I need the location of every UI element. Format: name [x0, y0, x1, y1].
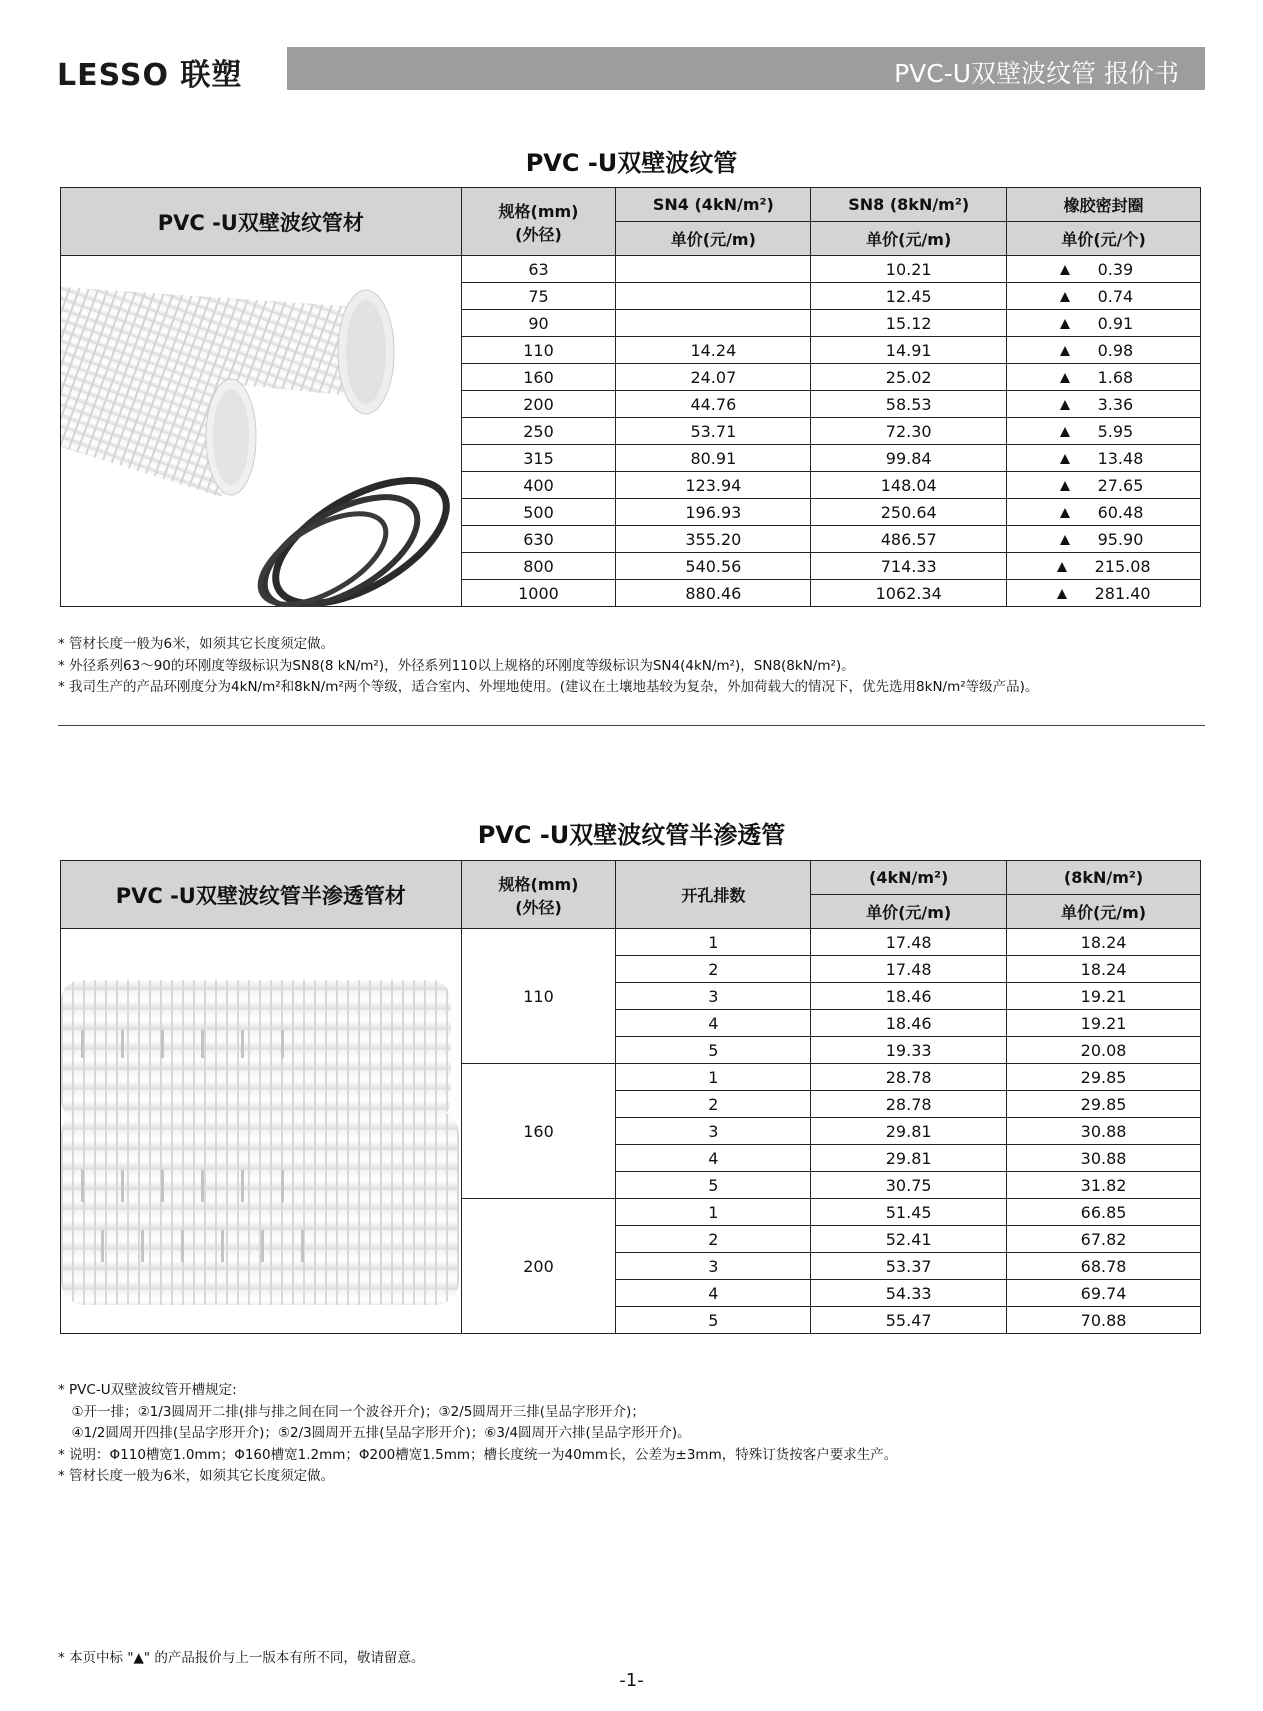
seal-price-cell — [1007, 391, 1201, 418]
seal-price-value: 0.98 — [1097, 340, 1134, 360]
sn4-price-cell — [616, 283, 811, 310]
size-cell: 800 — [461, 553, 616, 580]
size-cell: 63 — [461, 256, 616, 283]
sn8-price-cell: 148.04 — [811, 472, 1007, 499]
sn4-header: SN4 (4kN/m²) — [616, 188, 811, 222]
perforation-rows-cell: 2 — [616, 1091, 811, 1118]
price-8kn-cell: 69.74 — [1007, 1280, 1201, 1307]
seal-price-cell — [1007, 364, 1201, 391]
sn8-price-cell: 58.53 — [811, 391, 1007, 418]
note-line: ④1/2圆周开四排(呈品字形开介)；⑤2/3圆周开五排(呈品字形开介)；⑥3/4圆周开六排(呈品字形开介)。 — [58, 1425, 691, 1441]
perforation-rows-cell: 3 — [616, 1118, 811, 1145]
size-cell: 200 — [461, 1199, 616, 1334]
note-line: * 说明：Φ110槽宽1.0mm；Φ160槽宽1.2mm；Φ200槽宽1.5mm；槽长度统一为40mm长，公差为±3mm，特殊订货按客户要求生产。 — [58, 1446, 898, 1463]
price-8kn-cell: 68.78 — [1007, 1253, 1201, 1280]
perforation-rows-cell: 5 — [616, 1037, 811, 1064]
price-4kn-cell: 29.81 — [811, 1118, 1007, 1145]
sn4-price-cell: 44.76 — [616, 391, 811, 418]
perforation-rows-cell: 4 — [616, 1280, 811, 1307]
price-8kn-cell: 18.24 — [1007, 956, 1201, 983]
price-4kn-cell: 54.33 — [811, 1280, 1007, 1307]
sn8-price-cell: 15.12 — [811, 310, 1007, 337]
sn8-price-cell: 99.84 — [811, 445, 1007, 472]
sn4-price-cell: 14.24 — [616, 337, 811, 364]
changed-marker-icon — [1060, 535, 1070, 545]
changed-marker-icon — [1060, 427, 1070, 437]
price-4kn-cell: 28.78 — [811, 1064, 1007, 1091]
col4-unit: 单价(元/m) — [811, 895, 1007, 929]
seal-price-cell — [1007, 310, 1201, 337]
sn4-price-cell — [616, 256, 811, 283]
sn4-unit: 单价(元/m) — [616, 222, 811, 256]
spec-header-sub: (外径) — [515, 897, 562, 917]
section2-notes — [58, 1380, 897, 1488]
sn4-price-cell: 24.07 — [616, 364, 811, 391]
price-8kn-cell: 20.08 — [1007, 1037, 1201, 1064]
col8-header: (8kN/m²) — [1007, 861, 1201, 895]
seal-price-value: 1.68 — [1097, 367, 1134, 387]
sn8-header: SN8 (8kN/m²) — [811, 188, 1007, 222]
size-cell: 75 — [461, 283, 616, 310]
seal-unit: 单价(元/个) — [1007, 222, 1201, 256]
price-4kn-cell: 18.46 — [811, 983, 1007, 1010]
perforation-rows-cell: 1 — [616, 929, 811, 956]
seal-price-value: 0.39 — [1097, 259, 1134, 279]
note-line: * 外径系列63～90的环刚度等级标识为SN8(8 kN/m²)，外径系列110以上规格的环刚度等级标识为SN4(4kN/m²)，SN8(8kN/m²)。 — [58, 657, 855, 674]
price-4kn-cell: 17.48 — [811, 929, 1007, 956]
header-banner — [287, 47, 1205, 90]
size-cell: 110 — [461, 337, 616, 364]
price-8kn-cell: 67.82 — [1007, 1226, 1201, 1253]
price-8kn-cell: 19.21 — [1007, 1010, 1201, 1037]
perforation-rows-cell: 5 — [616, 1172, 811, 1199]
note-line: * 管材长度一般为6米，如须其它长度须定做。 — [58, 636, 335, 652]
price-8kn-cell: 66.85 — [1007, 1199, 1201, 1226]
note-line: * 管材长度一般为6米，如须其它长度须定做。 — [58, 1468, 335, 1484]
changed-marker-icon — [1060, 400, 1070, 410]
price-4kn-cell: 55.47 — [811, 1307, 1007, 1334]
size-cell: 400 — [461, 472, 616, 499]
sn8-price-cell: 250.64 — [811, 499, 1007, 526]
size-cell: 1000 — [461, 580, 616, 607]
price-4kn-cell: 28.78 — [811, 1091, 1007, 1118]
seal-price-cell — [1007, 283, 1201, 310]
sn4-price-cell: 355.20 — [616, 526, 811, 553]
seal-price-cell — [1007, 418, 1201, 445]
perforated-pipe-image — [61, 930, 459, 1365]
price-4kn-cell: 52.41 — [811, 1226, 1007, 1253]
seal-price-value: 0.91 — [1097, 313, 1134, 333]
seal-price-value: 0.74 — [1097, 286, 1134, 306]
perforation-rows-cell: 4 — [616, 1010, 811, 1037]
seal-price-cell — [1007, 256, 1201, 283]
seal-price-cell — [1007, 526, 1201, 553]
changed-marker-icon — [1060, 373, 1070, 383]
price-4kn-cell: 51.45 — [811, 1199, 1007, 1226]
sn4-price-cell: 80.91 — [616, 445, 811, 472]
spec-header — [461, 861, 616, 929]
perforation-rows-cell: 1 — [616, 1199, 811, 1226]
changed-marker-icon — [1060, 292, 1070, 302]
seal-price-cell — [1007, 445, 1201, 472]
changed-marker-icon — [1060, 265, 1070, 275]
size-cell: 110 — [461, 929, 616, 1064]
price-4kn-cell: 19.33 — [811, 1037, 1007, 1064]
changed-marker-icon — [1060, 454, 1070, 464]
sn4-price-cell: 880.46 — [616, 580, 811, 607]
size-cell: 160 — [461, 364, 616, 391]
sn8-price-cell: 1062.34 — [811, 580, 1007, 607]
seal-price-cell — [1007, 337, 1201, 364]
sn8-price-cell: 25.02 — [811, 364, 1007, 391]
price-4kn-cell: 53.37 — [811, 1253, 1007, 1280]
price-8kn-cell: 30.88 — [1007, 1118, 1201, 1145]
seal-price-cell — [1007, 499, 1201, 526]
price-8kn-cell: 70.88 — [1007, 1307, 1201, 1334]
sn8-price-cell: 714.33 — [811, 553, 1007, 580]
price-8kn-cell: 30.88 — [1007, 1145, 1201, 1172]
seal-price-value: 281.40 — [1094, 583, 1151, 603]
size-cell: 160 — [461, 1064, 616, 1199]
price-8kn-cell: 31.82 — [1007, 1172, 1201, 1199]
spec-header-label: 规格(mm) — [498, 874, 579, 894]
changed-marker-icon — [1060, 346, 1070, 356]
price-4kn-cell: 17.48 — [811, 956, 1007, 983]
changed-marker-icon — [1057, 589, 1067, 599]
changed-marker-icon — [1060, 508, 1070, 518]
sn4-price-cell: 123.94 — [616, 472, 811, 499]
seal-price-cell — [1007, 580, 1201, 607]
perforation-rows-cell: 2 — [616, 1226, 811, 1253]
note-line: * 我司生产的产品环刚度分为4kN/m²和8kN/m²两个等级，适合室内、外埋地使用。(建议在土壤地基较为复杂，外加荷载大的情况下，优先选用8kN/m²等级产品)。 — [58, 679, 1039, 695]
col8-unit: 单价(元/m) — [1007, 895, 1201, 929]
seal-price-value: 5.95 — [1097, 421, 1134, 441]
col4-header: (4kN/m²) — [811, 861, 1007, 895]
perforation-rows-cell: 2 — [616, 956, 811, 983]
rows-header: 开孔排数 — [616, 861, 811, 929]
section-divider — [58, 725, 1205, 726]
price-8kn-cell: 29.85 — [1007, 1064, 1201, 1091]
section2-title: PVC -U双壁波纹管半渗透管 — [477, 821, 786, 849]
footer-note: * 本页中标 "▲" 的产品报价与上一版本有所不同，敬请留意。 — [58, 1650, 425, 1666]
section1-title: PVC -U双壁波纹管 — [525, 149, 738, 177]
size-cell: 500 — [461, 499, 616, 526]
price-8kn-cell: 18.24 — [1007, 929, 1201, 956]
perforation-rows-cell: 3 — [616, 1253, 811, 1280]
perforation-rows-cell: 4 — [616, 1145, 811, 1172]
seal-price-value: 60.48 — [1097, 502, 1144, 522]
price-8kn-cell: 29.85 — [1007, 1091, 1201, 1118]
corrugated-pipe-image — [61, 257, 459, 607]
spec-header-label: 规格(mm) — [498, 201, 579, 221]
perforation-rows-cell: 3 — [616, 983, 811, 1010]
size-cell: 200 — [461, 391, 616, 418]
seal-price-cell — [1007, 553, 1201, 580]
sn8-price-cell: 72.30 — [811, 418, 1007, 445]
seal-price-value: 13.48 — [1097, 448, 1144, 468]
size-cell: 90 — [461, 310, 616, 337]
sn8-price-cell: 12.45 — [811, 283, 1007, 310]
banner-title: PVC-U双壁波纹管 报价书 — [894, 59, 1179, 88]
sn4-price-cell: 53.71 — [616, 418, 811, 445]
seal-price-value: 215.08 — [1094, 556, 1151, 576]
price-4kn-cell: 30.75 — [811, 1172, 1007, 1199]
size-cell: 315 — [461, 445, 616, 472]
sn8-price-cell: 14.91 — [811, 337, 1007, 364]
spec-header — [461, 188, 616, 256]
perforation-rows-cell: 1 — [616, 1064, 811, 1091]
brand-logo: LESSO 联塑 — [57, 58, 243, 93]
changed-marker-icon — [1060, 319, 1070, 329]
seal-price-value: 95.90 — [1097, 529, 1144, 549]
size-cell: 250 — [461, 418, 616, 445]
sn8-price-cell: 486.57 — [811, 526, 1007, 553]
size-cell: 630 — [461, 526, 616, 553]
changed-marker-icon — [1057, 562, 1067, 572]
sn4-price-cell: 540.56 — [616, 553, 811, 580]
page-number: -1- — [619, 1670, 644, 1691]
section1-notes — [58, 634, 1038, 699]
spec-header-sub: (外径) — [515, 224, 562, 244]
seal-price-value: 3.36 — [1097, 394, 1134, 414]
price-4kn-cell: 18.46 — [811, 1010, 1007, 1037]
changed-marker-icon — [1060, 481, 1070, 491]
product-label: PVC -U双壁波纹管半渗透管材 — [61, 861, 462, 929]
perforation-rows-cell: 5 — [616, 1307, 811, 1334]
sn4-price-cell: 196.93 — [616, 499, 811, 526]
note-line: * PVC-U双壁波纹管开槽规定: — [58, 1382, 237, 1398]
note-line: ①开一排；②1/3圆周开二排(排与排之间在同一个波谷开介)；③2/5圆周开三排(呈品字形开介)； — [58, 1403, 645, 1420]
price-4kn-cell: 29.81 — [811, 1145, 1007, 1172]
product-label: PVC -U双壁波纹管材 — [61, 188, 462, 256]
price-8kn-cell: 19.21 — [1007, 983, 1201, 1010]
sn8-price-cell: 10.21 — [811, 256, 1007, 283]
seal-price-cell — [1007, 472, 1201, 499]
sn8-unit: 单价(元/m) — [811, 222, 1007, 256]
sn4-price-cell — [616, 310, 811, 337]
seal-header: 橡胶密封圈 — [1007, 188, 1201, 222]
seal-price-value: 27.65 — [1097, 475, 1144, 495]
